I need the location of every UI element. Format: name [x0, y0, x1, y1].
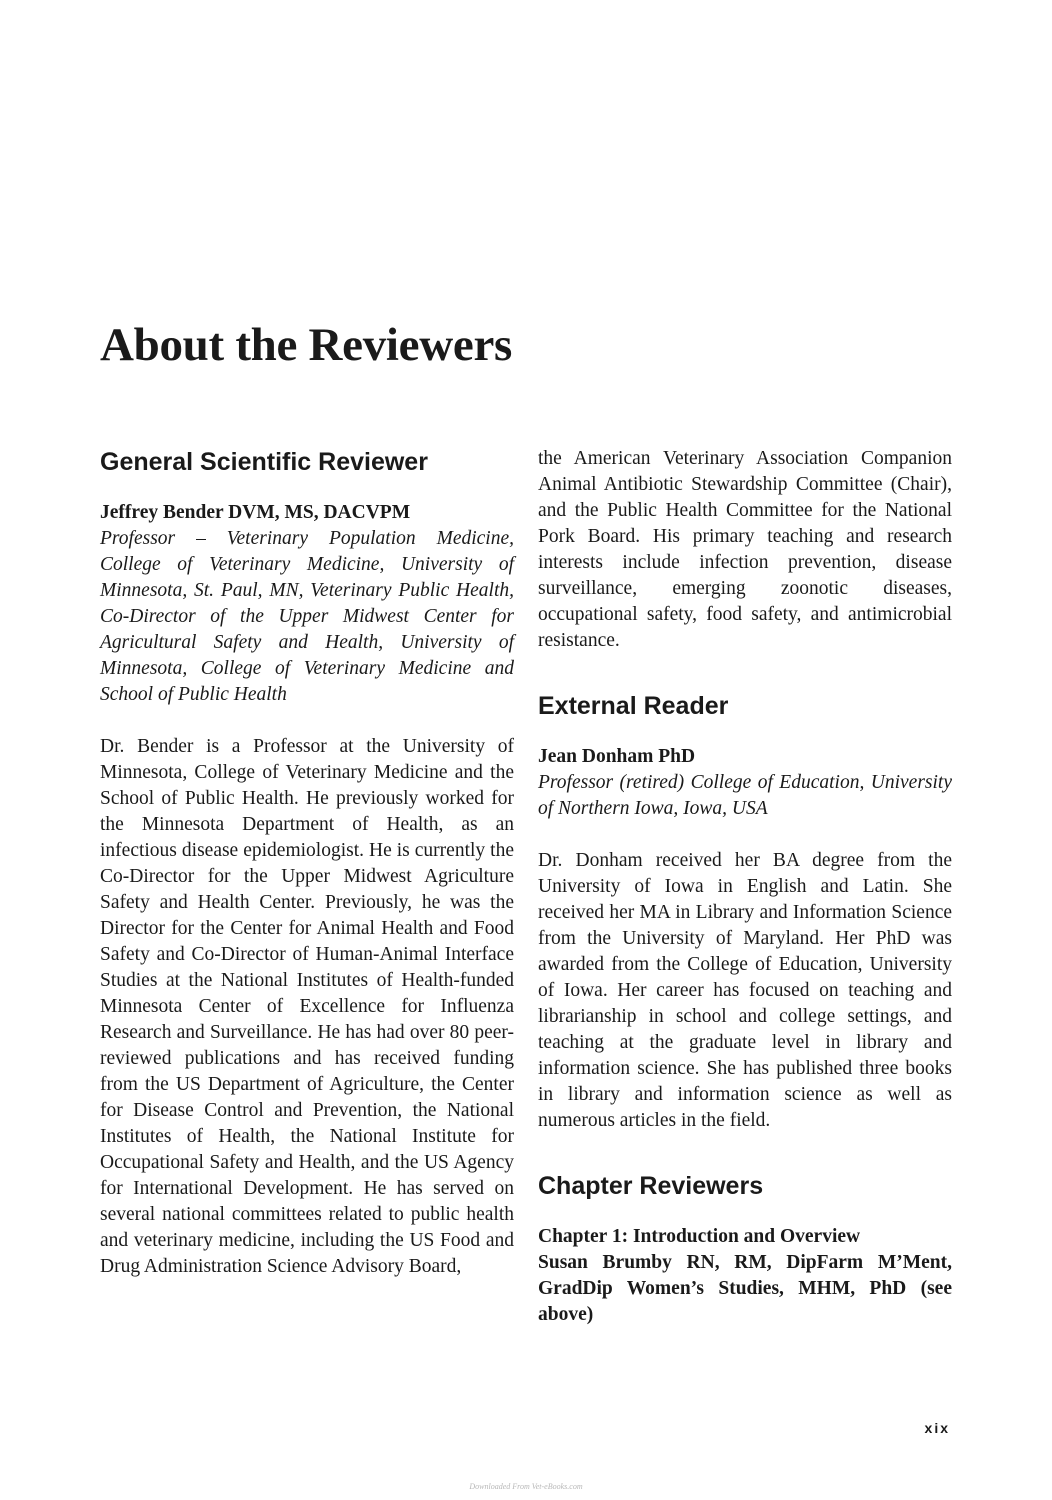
spacer — [100, 708, 514, 734]
page-title: About the Reviewers — [100, 319, 512, 371]
general-reviewer-bio: Dr. Bender is a Professor at the University of Minnesota, College of Veterinary Medicine and the School of Public Health. He previously worked for the Minnesota Department of Health, as an infectious disease epidemiologist. He is currently the Co-Director for the Upper Midwest Agriculture Safety and Health Center. Previously, he was the Director for the Center for Animal Health and Food Safety and Co-Director of Human-Animal Interface Studies at the National Institutes of Health-funded Minnesota Center of Excellence for Influenza Research and Surveillance. He has had over 80 peer-reviewed publications and has received funding from the US Department of Agriculture, the Center for Disease Control and Prevention, the National Institutes of Health, the National Institute for Occupational Safety and Health, and the US Agency for International Development. He has served on several national committees related to public health and veterinary medicine, including the US Food and Drug Administration Science Advisory Board, — [100, 736, 514, 1277]
external-reader-affiliation: Professor (retired) College of Education, University of Northern Iowa, Iowa, USA — [538, 772, 952, 819]
general-reviewer-bio-continued: the American Veterinary Association Companion Animal Antibiotic Stewardship Committee (Chair), and the Public Health Committee for the National Pork Board. His primary teaching and research interests include infection prevention, disease surveillance, emerging zoonotic diseases, occupational safety, food safety, and antimicrobial resistance. — [538, 448, 952, 651]
external-reader-name: Jean Donham PhD — [538, 746, 696, 767]
external-reader-bio: Dr. Donham received her BA degree from the University of Iowa in English and Latin. She received her MA in Library and Information Science from the University of Maryland. Her PhD was awarded from the College of Education, University of Iowa. Her career has focused on teaching and librarianship in school and college settings, and teaching at the graduate level in library and information science. She has published three books in library and information science as well as numerous articles in the field. — [538, 850, 952, 1131]
spacer — [538, 822, 952, 848]
general-reviewer-heading: General Scientific Reviewer — [100, 448, 428, 476]
watermark: Downloaded From Vet-eBooks.com — [469, 1482, 583, 1491]
general-reviewer-name: Jeffrey Bender DVM, MS, DACVPM — [100, 502, 411, 523]
page-number: xix — [924, 1420, 950, 1436]
chapter-title: Chapter 1: Introduction and Overview — [538, 1226, 861, 1247]
general-reviewer-affiliation: Professor – Veterinary Population Medicine, College of Veterinary Medicine, University of Minnesota, St. Paul, MN, Veterinary Public Health, Co-Director of the Upper Midwest Center for Agricultural Safety and Health, University of Minnesota, College of Veterinary Medicine and School of Public Health — [100, 528, 514, 705]
chapter-reviewers-heading: Chapter Reviewers — [538, 1172, 764, 1200]
chapter-reviewer-name: Susan Brumby RN, RM, DipFarm M’Ment, GradDip Women’s Studies, MHM, PhD (see above) — [538, 1252, 952, 1325]
right-column — [538, 446, 952, 1328]
left-column — [100, 446, 514, 1280]
external-reader-heading: External Reader — [538, 692, 729, 720]
